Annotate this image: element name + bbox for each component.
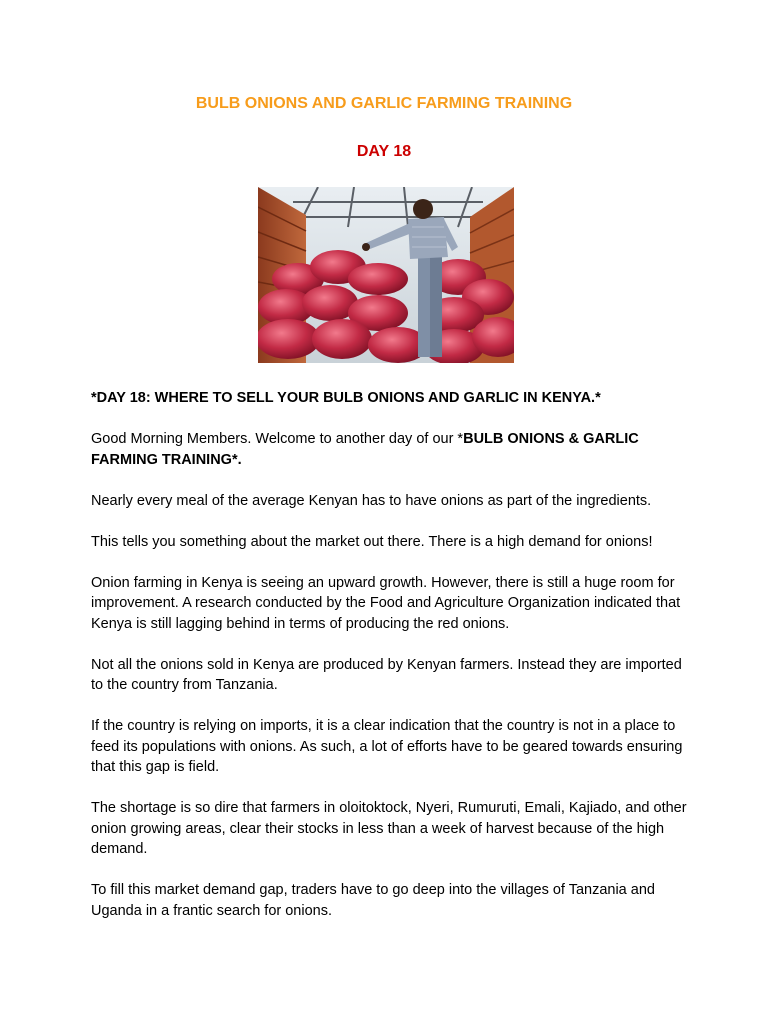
document-title: BULB ONIONS AND GARLIC FARMING TRAINING bbox=[195, 95, 573, 112]
paragraph-6: The shortage is so dire that farmers in oloitoktock, Nyeri, Rumuruti, Emali, Kajiado, and other onion growing areas, clear their stocks in less than a week of harvest because of the high demand. bbox=[91, 800, 687, 857]
article-body bbox=[91, 388, 691, 942]
paragraph-4: Not all the onions sold in Kenya are produced by Kenyan farmers. Instead they are imported to the country from Tanzania. bbox=[91, 656, 682, 693]
paragraph-1: Nearly every meal of the average Kenyan has to have onions as part of the ingredients. bbox=[91, 492, 652, 509]
paragraph-5: If the country is relying on imports, it is a clear indication that the country is not in a place to feed its populations with onions. As such, a lot of efforts have to be geared towards ensuring that this gap is field. bbox=[91, 718, 683, 775]
greeting-training-name: BULB ONIONS & GARLIC FARMING TRAINING*. bbox=[91, 431, 639, 468]
onion-truck-photo bbox=[258, 187, 514, 363]
greeting-paragraph bbox=[91, 429, 691, 470]
paragraph-3: Onion farming in Kenya is seeing an upward growth. However, there is still a huge room for improvement. A research conducted by the Food and Agriculture Organization indicated that Kenya is still lagging behind in terms of producing the red onions. bbox=[91, 574, 681, 632]
article-heading: *DAY 18: WHERE TO SELL YOUR BULB ONIONS AND GARLIC IN KENYA.* bbox=[91, 390, 601, 406]
paragraph-7: To fill this market demand gap, traders have to go deep into the villages of Tanzania and Uganda in a frantic search for onions. bbox=[91, 882, 655, 919]
day-label: DAY 18 bbox=[356, 143, 412, 160]
greeting-text: Good Morning Members. Welcome to another day of our * bbox=[91, 431, 464, 447]
paragraph-2: This tells you something about the market out there. There is a high demand for onions! bbox=[91, 533, 653, 550]
